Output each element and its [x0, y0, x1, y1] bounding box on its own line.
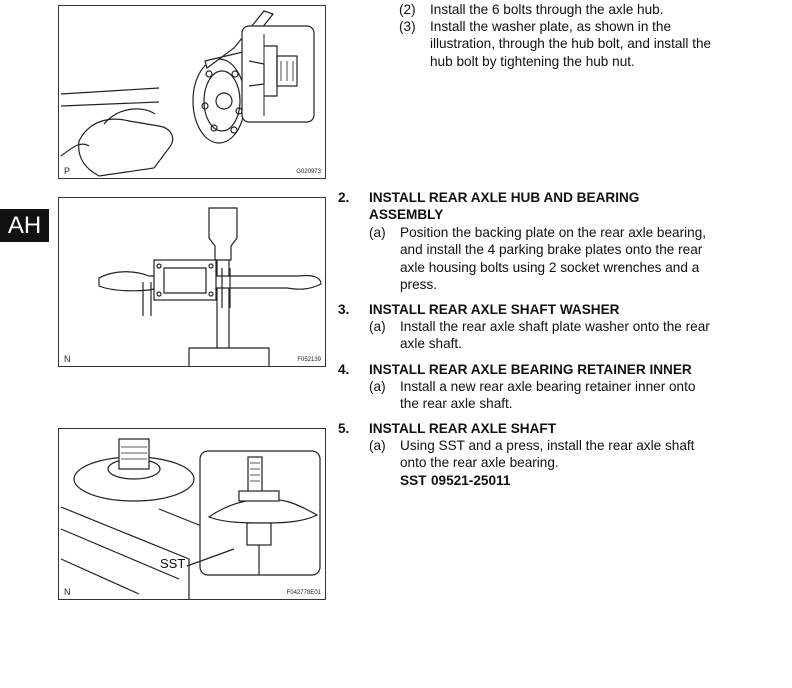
- section-number: 3.: [338, 302, 350, 317]
- section-title-line: INSTALL REAR AXLE HUB AND BEARING: [369, 190, 640, 205]
- substep-label: (a): [369, 379, 386, 394]
- substep-text-line: Install the rear axle shaft plate washer onto the rear: [400, 319, 710, 334]
- substep-text-line: Using SST and a press, install the rear axle shaft: [400, 438, 695, 453]
- substep-text-line: the rear axle shaft.: [400, 396, 513, 412]
- substep-text-line: axle housing bolts using 2 socket wrenches and a: [400, 259, 700, 275]
- hub-bolt-illustration: [59, 6, 325, 178]
- section-tab: AH: [0, 209, 49, 242]
- substep-text-line: onto the rear axle bearing.: [400, 455, 559, 471]
- figure-axle-shaft-install: [58, 428, 326, 600]
- substep-label: (a): [369, 438, 386, 453]
- figure-code: F042778E01: [286, 590, 321, 596]
- step-text-line: Install the washer plate, as shown in the: [430, 19, 672, 34]
- substep-text-line: Install a new rear axle bearing retainer inner onto: [400, 379, 696, 394]
- section-5-substep: [369, 437, 789, 491]
- substep-label: (a): [369, 225, 386, 240]
- figure-code: G020973: [296, 169, 321, 175]
- sst-label: SST: [400, 472, 427, 488]
- sst-part-number: 09521-25011: [431, 472, 511, 488]
- press-assembly-illustration: [59, 198, 325, 366]
- figure-hub-bolt-install: [58, 5, 326, 179]
- section-title-line: INSTALL REAR AXLE BEARING RETAINER INNER: [369, 362, 692, 377]
- step-label: (2): [399, 2, 416, 17]
- substep-label: (a): [369, 319, 386, 334]
- substep-text-line: axle shaft.: [400, 336, 462, 352]
- step-label: (3): [399, 19, 416, 34]
- section-title-line: ASSEMBLY: [369, 207, 444, 222]
- figure-corner-label: N: [64, 354, 71, 364]
- figure-press-assembly: [58, 197, 326, 367]
- section-3-substep: [369, 318, 789, 354]
- step-3-install-washer-plate: [399, 18, 789, 72]
- substep-text-line: Position the backing plate on the rear axle bearing,: [400, 225, 707, 240]
- section-number: 5.: [338, 421, 350, 436]
- axle-shaft-illustration: [59, 429, 325, 599]
- section-2-substep: [369, 224, 789, 296]
- figure-corner-label: P: [64, 166, 71, 176]
- step-text-line: illustration, through the hub bolt, and install the: [430, 36, 712, 52]
- step-text-line: hub bolt by tightening the hub nut.: [430, 53, 635, 69]
- substep-text-line: press.: [400, 276, 438, 292]
- step-text-line: Install the 6 bolts through the axle hub.: [430, 2, 664, 17]
- section-4-substep: [369, 378, 789, 414]
- section-number: 4.: [338, 362, 350, 377]
- substep-text-line: and install the 4 parking brake plates onto the rear: [400, 242, 703, 258]
- figure-corner-label: N: [64, 587, 71, 597]
- section-number: 2.: [338, 190, 350, 205]
- section-title-line: INSTALL REAR AXLE SHAFT WASHER: [369, 302, 620, 317]
- section-title-line: INSTALL REAR AXLE SHAFT: [369, 421, 557, 436]
- sst-callout-label: SST: [160, 556, 186, 571]
- figure-code: F052139: [297, 357, 321, 363]
